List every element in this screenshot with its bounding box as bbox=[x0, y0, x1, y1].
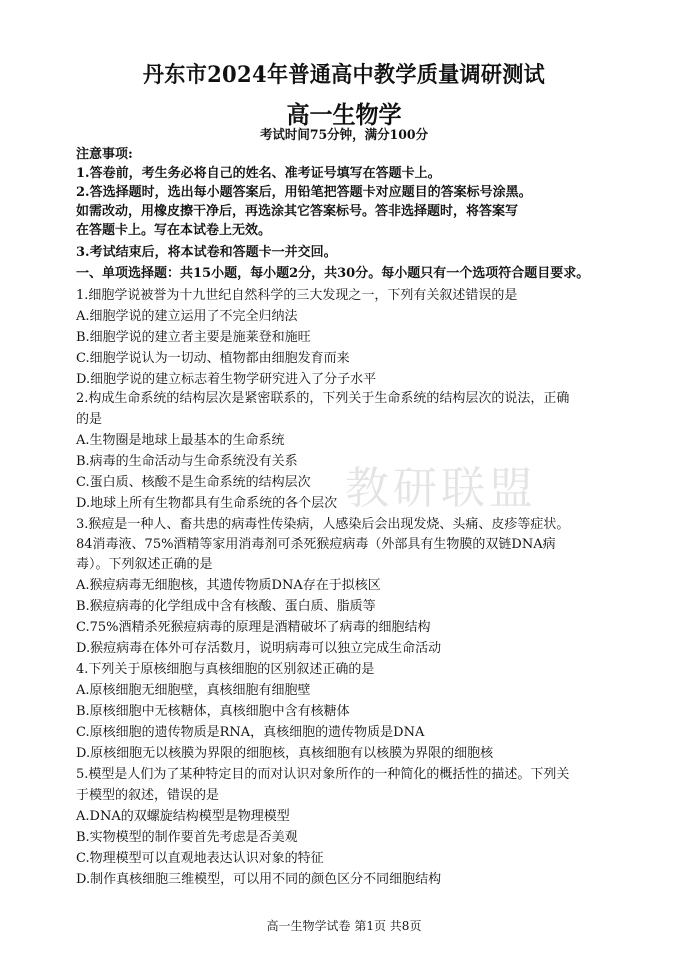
option-text: C.75%酒精杀死猴痘病毒的原理是酒精破坏了病毒的细胞结构 bbox=[76, 620, 431, 635]
option-text: C.物理模型可以直观地表达认识对象的特征 bbox=[76, 851, 324, 866]
question-text: 的是 bbox=[76, 412, 103, 427]
option-text: B.细胞学说的建立者主要是施莱登和施旺 bbox=[76, 330, 311, 345]
exam-info: 考试时间75分钟，满分100分 bbox=[259, 128, 429, 143]
option-text: C.蛋白质、核酸不是生命系统的结构层次 bbox=[76, 475, 311, 490]
option-text: B.猴痘病毒的化学组成中含有核酸、蛋白质、脂质等 bbox=[76, 599, 376, 614]
question-text: 4.下列关于原核细胞与真核细胞的区别叙述正确的是 bbox=[76, 662, 375, 677]
option-text: D.原核细胞无以核膜为界限的细胞核，真核细胞有以核膜为界限的细胞核 bbox=[76, 746, 494, 761]
option-text: A.DNA的双螺旋结构模型是物理模型 bbox=[76, 809, 290, 824]
section-heading: 一、单项选择题：共15小题，每小题2分，共30分。每小题只有一个选项符合题目要求。 bbox=[76, 266, 590, 281]
note-item: 在答题卡上。写在本试卷上无效。 bbox=[76, 223, 272, 238]
option-text: D.地球上所有生物都具有生命系统的各个层次 bbox=[76, 496, 338, 511]
option-text: B.实物模型的制作要首先考虑是否美观 bbox=[76, 830, 298, 845]
question-text: 2.构成生命系统的结构层次是紧密联系的，下列关于生命系统的结构层次的说法，正确 bbox=[76, 391, 570, 406]
watermark: 教研联盟 bbox=[345, 463, 537, 514]
note-item: 2.答选择题时，选出每小题答案后，用铅笔把答题卡对应题目的答案标号涂黑。 bbox=[76, 185, 532, 200]
notes-heading: 注意事项: bbox=[76, 147, 133, 162]
question-text: 于模型的叙述，错误的是 bbox=[76, 788, 220, 803]
question-text: 毒）。下列叙述正确的是 bbox=[76, 557, 213, 572]
page-footer: 高一生物学试卷 第1页 共8页 bbox=[266, 919, 422, 933]
option-text: B.原核细胞中无核糖体，真核细胞中含有核糖体 bbox=[76, 704, 350, 719]
option-text: A.生物圈是地球上最基本的生命系统 bbox=[76, 433, 285, 448]
option-text: A.原核细胞无细胞壁，真核细胞有细胞壁 bbox=[76, 683, 311, 698]
question-text: 1.细胞学说被誉为十九世纪自然科学的三大发现之一，下列有关叙述错误的是 bbox=[76, 288, 518, 303]
option-text: A.细胞学说的建立运用了不完全归纳法 bbox=[76, 309, 298, 324]
option-text: A.猴痘病毒无细胞核，其遗传物质DNA存在于拟核区 bbox=[76, 578, 381, 593]
exam-title: 丹东市2024年普通高中教学质量调研测试 bbox=[142, 62, 546, 88]
question-text: 3.猴痘是一种人、畜共患的病毒性传染病，人感染后会出现发烧、头痛、皮疹等症状。 bbox=[76, 517, 570, 532]
option-text: D.猴痘病毒在体外可存活数月，说明病毒可以独立完成生命活动 bbox=[76, 641, 442, 656]
option-text: C.原核细胞的遗传物质是RNA，真核细胞的遗传物质是DNA bbox=[76, 725, 425, 740]
question-text: 5.模型是人们为了某种特定目的而对认识对象所作的一种简化的概括性的描述。下列关 bbox=[76, 767, 570, 782]
option-text: D.细胞学说的建立标志着生物学研究进入了分子水平 bbox=[76, 372, 377, 387]
note-item: 1.答卷前，考生务必将自己的姓名、准考证号填写在答题卡上。 bbox=[76, 166, 441, 181]
question-text: 84消毒液、75%酒精等家用消毒剂可杀死猴痘病毒（外部具有生物膜的双链DNA病 bbox=[76, 537, 556, 552]
option-text: D.制作真核细胞三维模型，可以用不同的颜色区分不同细胞结构 bbox=[76, 872, 442, 887]
subject-title: 高一生物学 bbox=[286, 100, 402, 129]
note-item: 如需改动，用橡皮擦干净后，再选涂其它答案标号。答非选择题时，将答案写 bbox=[76, 204, 519, 219]
note-item: 3.考试结束后，将本试卷和答题卡一并交回。 bbox=[76, 245, 337, 260]
option-text: C.细胞学说认为一切动、植物都由细胞发育而来 bbox=[76, 351, 350, 366]
option-text: B.病毒的生命活动与生命系统没有关系 bbox=[76, 454, 298, 469]
